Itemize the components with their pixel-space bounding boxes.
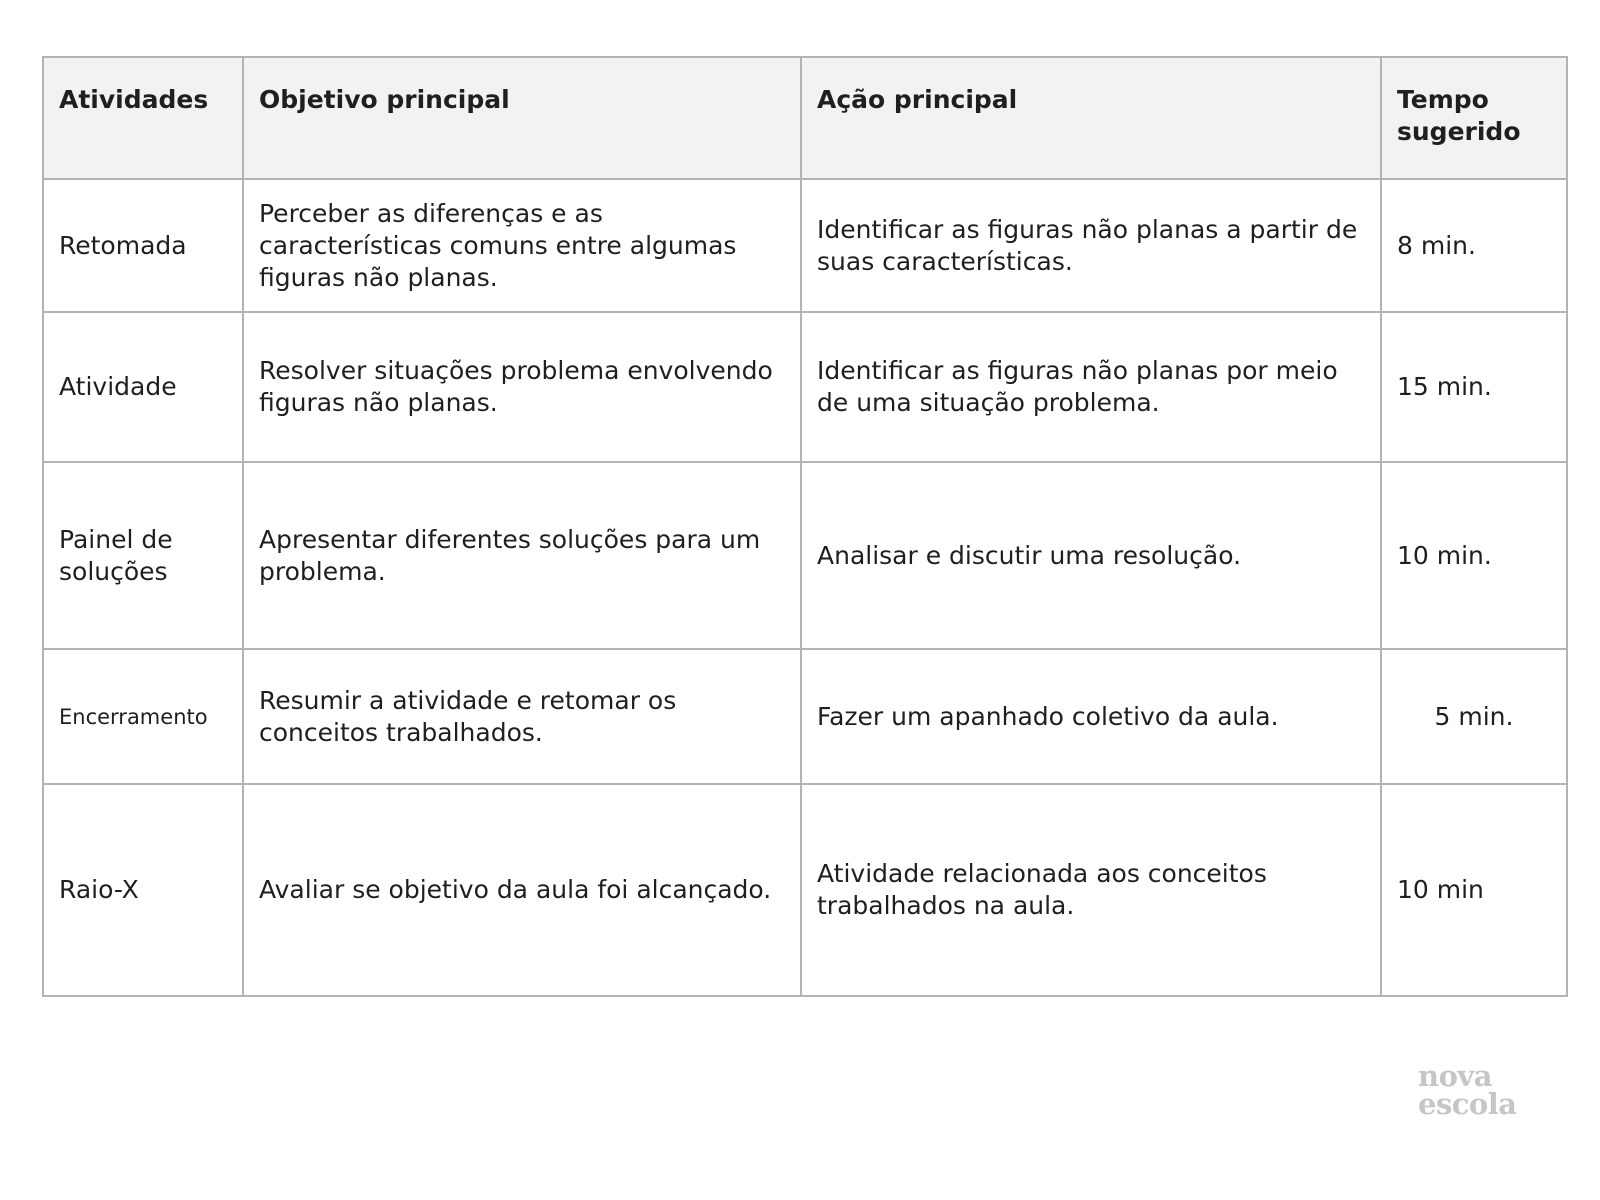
cell-acao: Identificar as figuras não planas por meio de uma situação problema. <box>801 312 1381 462</box>
cell-objetivo: Perceber as diferenças e as características comuns entre algumas figuras não planas. <box>243 179 801 312</box>
header-tempo-sugerido: Tempo sugerido <box>1381 57 1567 179</box>
table-header-row <box>43 57 1567 179</box>
header-acao-principal: Ação principal <box>801 57 1381 179</box>
cell-tempo: 8 min. <box>1381 179 1567 312</box>
cell-atividade: Retomada <box>43 179 243 312</box>
cell-tempo: 15 min. <box>1381 312 1567 462</box>
cell-objetivo: Apresentar diferentes soluções para um problema. <box>243 462 801 649</box>
table-row <box>43 649 1567 784</box>
cell-acao: Fazer um apanhado coletivo da aula. <box>801 649 1381 784</box>
cell-acao: Analisar e discutir uma resolução. <box>801 462 1381 649</box>
cell-tempo: 5 min. <box>1381 649 1567 784</box>
cell-atividade: Painel de soluções <box>43 462 243 649</box>
header-atividades: Atividades <box>43 57 243 179</box>
cell-objetivo: Resumir a atividade e retomar os conceitos trabalhados. <box>243 649 801 784</box>
table-row <box>43 179 1567 312</box>
table-row <box>43 462 1567 649</box>
cell-atividade: Raio-X <box>43 784 243 996</box>
cell-tempo: 10 min <box>1381 784 1567 996</box>
cell-objetivo: Resolver situações problema envolvendo figuras não planas. <box>243 312 801 462</box>
cell-acao: Atividade relacionada aos conceitos trabalhados na aula. <box>801 784 1381 996</box>
logo-line-escola: escola <box>1418 1087 1517 1121</box>
cell-tempo: 10 min. <box>1381 462 1567 649</box>
table-row <box>43 784 1567 996</box>
nova-escola-logo <box>1418 1059 1538 1121</box>
header-objetivo-principal: Objetivo principal <box>243 57 801 179</box>
lesson-plan-table <box>42 56 1568 997</box>
logo-line-nova: nova <box>1418 1059 1493 1093</box>
cell-objetivo: Avaliar se objetivo da aula foi alcançado. <box>243 784 801 996</box>
cell-atividade: Atividade <box>43 312 243 462</box>
cell-acao: Identificar as figuras não planas a partir de suas características. <box>801 179 1381 312</box>
cell-atividade: Encerramento <box>43 649 243 784</box>
table-row <box>43 312 1567 462</box>
